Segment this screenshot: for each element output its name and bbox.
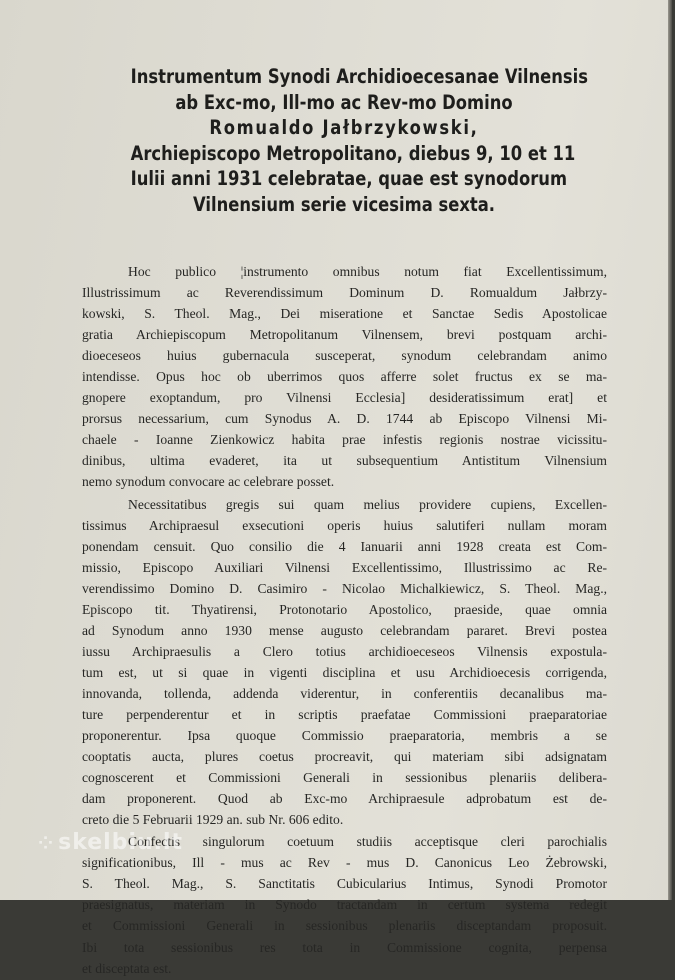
text-line: Illustrissimum ac Reverendissimum Dominum D. Romualdum Jałbrzy- <box>82 285 607 301</box>
text-line: Hoc publico ¦instrumento omnibus notum fiat Excellentissimum, <box>128 264 607 279</box>
text-line: dinibus, ultima evaderet, ita ut subsequentium Antistitum Vilnensium <box>82 453 607 469</box>
watermark-dots-icon: ⁘ <box>38 833 55 854</box>
text-line: gnopere exoptandum, pro Vilnensi Ecclesia] desideratissimum erat] et <box>82 390 607 406</box>
text-line: intendisse. Opus hoc ob uberrimos quos afferre solet fructus ex se ma- <box>82 369 607 385</box>
text-line: prorsus necessarium, cum Synodus A. D. 1744 ab Episcopo Vilnensi Mi- <box>82 411 607 427</box>
title-line: Archiepiscopo Metropolitano, diebus 9, 10 et 11 <box>130 141 576 165</box>
text-line: proponerentur. Ipsa quoque Commissio praeparatoria, membris a se <box>82 728 607 744</box>
text-line: cooptatis aucta, plures coetus procreavit, qui materiam sibi adsignatam <box>82 749 607 765</box>
text-line: verendissimo Domino D. Casimiro - Nicolao Michalkiewicz, S. Theol. Mag., <box>82 580 607 596</box>
document-title <box>130 64 589 217</box>
text-line: gratia Archiepiscopum Metropolitanum Vilnensem, brevi postquam archi- <box>82 327 607 343</box>
text-line: creto die 5 Februarii 1929 an. sub Nr. 606 edito. <box>82 812 344 828</box>
title-line: Instrumentum Synodi Archidioecesanae Vilnensis <box>130 65 589 88</box>
title-line: Romualdo Jałbrzykowski, <box>209 116 479 139</box>
title-line: Iulii anni 1931 celebratae, quae est synodorum <box>130 167 568 190</box>
text-line: dam proponerent. Quod ab Exc-mo Archipraesule adprobatum est de- <box>82 791 607 807</box>
title-line: ab Exc-mo, Ill-mo ac Rev-mo Domino <box>175 90 513 114</box>
watermark-logo <box>38 830 183 855</box>
text-line: nemo synodum convocare ac celebrare posset. <box>82 474 335 490</box>
text-line: ad Synodum anno 1930 mense augusto celebrandam pararet. Brevi postea <box>82 622 607 638</box>
text-line: ture perpenderentur et in scriptis praefatae Commissioni praeparatoriae <box>82 706 607 722</box>
text-line: tum est, ut si quae in vigenti disciplina et usu Archidioecesis corrigenda, <box>82 664 607 680</box>
text-line: S. Theol. Mag., S. Sanctitatis Cubicularius Intimus, Synodi Promotor <box>82 876 607 892</box>
text-line: chaele - Ioanne Zienkowicz habita prae infestis regionis nostrae vicissitu- <box>82 432 607 448</box>
text-line: cognoscerent et Commissioni Generali in sessionibus plenariis delibera- <box>82 770 607 786</box>
text-line: ponendam censuit. Quo consilio die 4 Ianuarii anni 1928 creata est Com- <box>82 538 607 554</box>
watermark-text: skelbiu.lt <box>58 830 184 855</box>
paragraph-1 <box>82 261 607 493</box>
text-line: Necessitatibus gregis sui quam melius providere cupiens, Excellen- <box>128 496 607 512</box>
text-line: iussu Archipraesulis a Clero totius archidioeceseos Vilnensis expostula- <box>82 643 607 659</box>
text-line: et Commissioni Generali in sessionibus plenariis disceptandam proposuit. <box>82 918 607 934</box>
text-line: missio, Episcopo Auxiliari Vilnensi Excellentissimo, Illustrissimo ac Re- <box>82 559 607 575</box>
text-line: dioeceseos huius gubernacula susceperat, synodum celebrandam animo <box>82 348 607 364</box>
text-line: innovanda, tollenda, addenda viderentur, in conferentiis decanalibus ma- <box>82 685 607 701</box>
title-line: Vilnensium serie vicesima sexta. <box>192 192 496 216</box>
text-line: significationibus, Ill - mus ac Rev - mus D. Canonicus Leo Żebrowski, <box>82 855 607 871</box>
paragraph-2 <box>82 494 607 831</box>
text-line: tissimus Archipraesul exsecutioni operis huius salutiferi nullam moram <box>82 517 607 533</box>
text-line: et disceptata est. <box>82 960 172 976</box>
text-line: praesignatus, materiam in Synodo tractandam in certum systema redegit <box>82 897 607 913</box>
document-body <box>82 261 607 980</box>
text-line: kowski, S. Theol. Mag., Dei miseratione et Sanctae Sedis Apostolicae <box>82 306 607 322</box>
text-line: Episcopo tit. Thyatirensi, Protonotario Apostolico, praeside, quae omnia <box>82 601 607 617</box>
text-line: Confectis singulorum coetuum studiis acceptisque cleri parochialis <box>128 834 607 850</box>
text-line: Ibi tota sessionibus res tota in Commissione cognita, perpensa <box>82 939 607 955</box>
page-edge-shadow <box>668 0 672 900</box>
